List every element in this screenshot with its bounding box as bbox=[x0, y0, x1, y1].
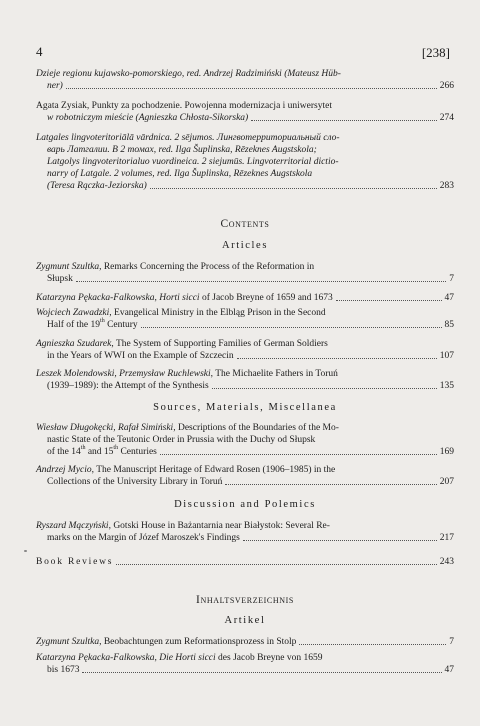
ref-number: [238] bbox=[421, 45, 450, 60]
page-ref: 266 bbox=[439, 81, 454, 91]
page-ref: 135 bbox=[439, 381, 454, 391]
page-ref: 217 bbox=[439, 533, 454, 543]
page-ref: 207 bbox=[439, 477, 454, 487]
page-ref: 274 bbox=[439, 113, 454, 123]
page-ref: 243 bbox=[439, 557, 454, 567]
toc-entry: Katarzyna Pękacka-Falkowska, Horti sicci of Jacob Breyne of 1659 and 1673 47 bbox=[36, 293, 454, 303]
page-ref: 169 bbox=[439, 447, 454, 457]
page-speck bbox=[24, 550, 27, 552]
toc-entry: Ryszard Mączyński, Gotski House in Bażantarnia near Białystok: Several Re- marks on the Margin of Józef Maroszek's Findings 217 bbox=[36, 521, 454, 543]
articles-heading: Articles bbox=[221, 240, 269, 251]
page-ref: 47 bbox=[444, 665, 454, 675]
artikel-heading: Artikel bbox=[224, 615, 266, 626]
toc-entry: Zygmunt Szultka, Beobachtungen zum Reformationsprozess in Stolp 7 bbox=[36, 637, 454, 647]
sources-heading: Sources, Materials, Miscellanea bbox=[153, 402, 337, 413]
page-number: 4 bbox=[36, 44, 43, 59]
toc-entry-book-reviews: Book Reviews 243 bbox=[36, 557, 454, 567]
toc-entry: Katarzyna Pękacka-Falkowska, Die Horti sicci des Jacob Breyne von 1659 bis 1673 47 bbox=[36, 653, 454, 675]
toc-entry: Wojciech Zawadzki, Evangelical Ministry in the Elbląg Prison in the Second Half of the 19th Century 85 bbox=[36, 308, 454, 330]
toc-entry: Dzieje regionu kujawsko-pomorskiego, red. Andrzej Radzimiński (Mateusz Hüb- ner) 266 bbox=[36, 69, 454, 91]
toc-entry: Leszek Molendowski, Przemysław Ruchlewski, The Michaelite Fathers in Toruń (1939–1989): the Attempt of the Synthesis 135 bbox=[36, 369, 454, 391]
toc-entry: Latgales lingvoteritoriālā vārdnica. 2 sējumos. Лингвотерриториальный сло- варь Латгалии. В 2 томах, red. Ilga Šuplinska, Rēzeknes Augstskola; Latgolys lingvoteritorialuo vuordineica. 2 siejumūs. Lingvoterritorial dictio- narry of Latgale. 2 volumes, red. Ilga Šuplinska, Rēzeknes Augstskola (Teresa Rączka-Jeziorska) 283 bbox=[36, 133, 454, 191]
page-header bbox=[36, 44, 450, 62]
page-ref: 47 bbox=[444, 293, 454, 303]
toc-entry: Andrzej Mycio, The Manuscript Heritage of Edward Rosen (1906–1985) in the Collections of the University Library in Toruń 207 bbox=[36, 465, 454, 487]
toc-entry: Zygmunt Szultka, Remarks Concerning the Process of the Reformation in Słupsk 7 bbox=[36, 262, 454, 284]
toc-entry: Wiesław Długokęcki, Rafał Simiński, Descriptions of the Boundaries of the Mo- nastic State of the Teutonic Order in Prussia with the Duchy od Słupsk of the 14th and 15th Centuries 169 bbox=[36, 423, 454, 457]
inhaltsverzeichnis-title: Inhaltsverzeichnis bbox=[196, 594, 294, 606]
page-ref: 7 bbox=[449, 274, 454, 284]
toc-entry: Agata Zysiak, Punkty za pochodzenie. Powojenna modernizacja i uniwersytet w robotniczym mieście (Agnieszka Chłosta-Sikorska) 274 bbox=[36, 101, 454, 123]
contents-title: Contents bbox=[220, 218, 270, 230]
page-ref: 85 bbox=[444, 320, 454, 330]
page-ref: 7 bbox=[449, 637, 454, 647]
page-ref: 107 bbox=[439, 351, 454, 361]
discussion-heading: Discussion and Polemics bbox=[174, 499, 316, 510]
toc-entry: Agnieszka Szudarek, The System of Supporting Families of German Soldiers in the Years of WWI on the Example of Szczecin 107 bbox=[36, 339, 454, 361]
page-ref: 283 bbox=[439, 181, 454, 191]
